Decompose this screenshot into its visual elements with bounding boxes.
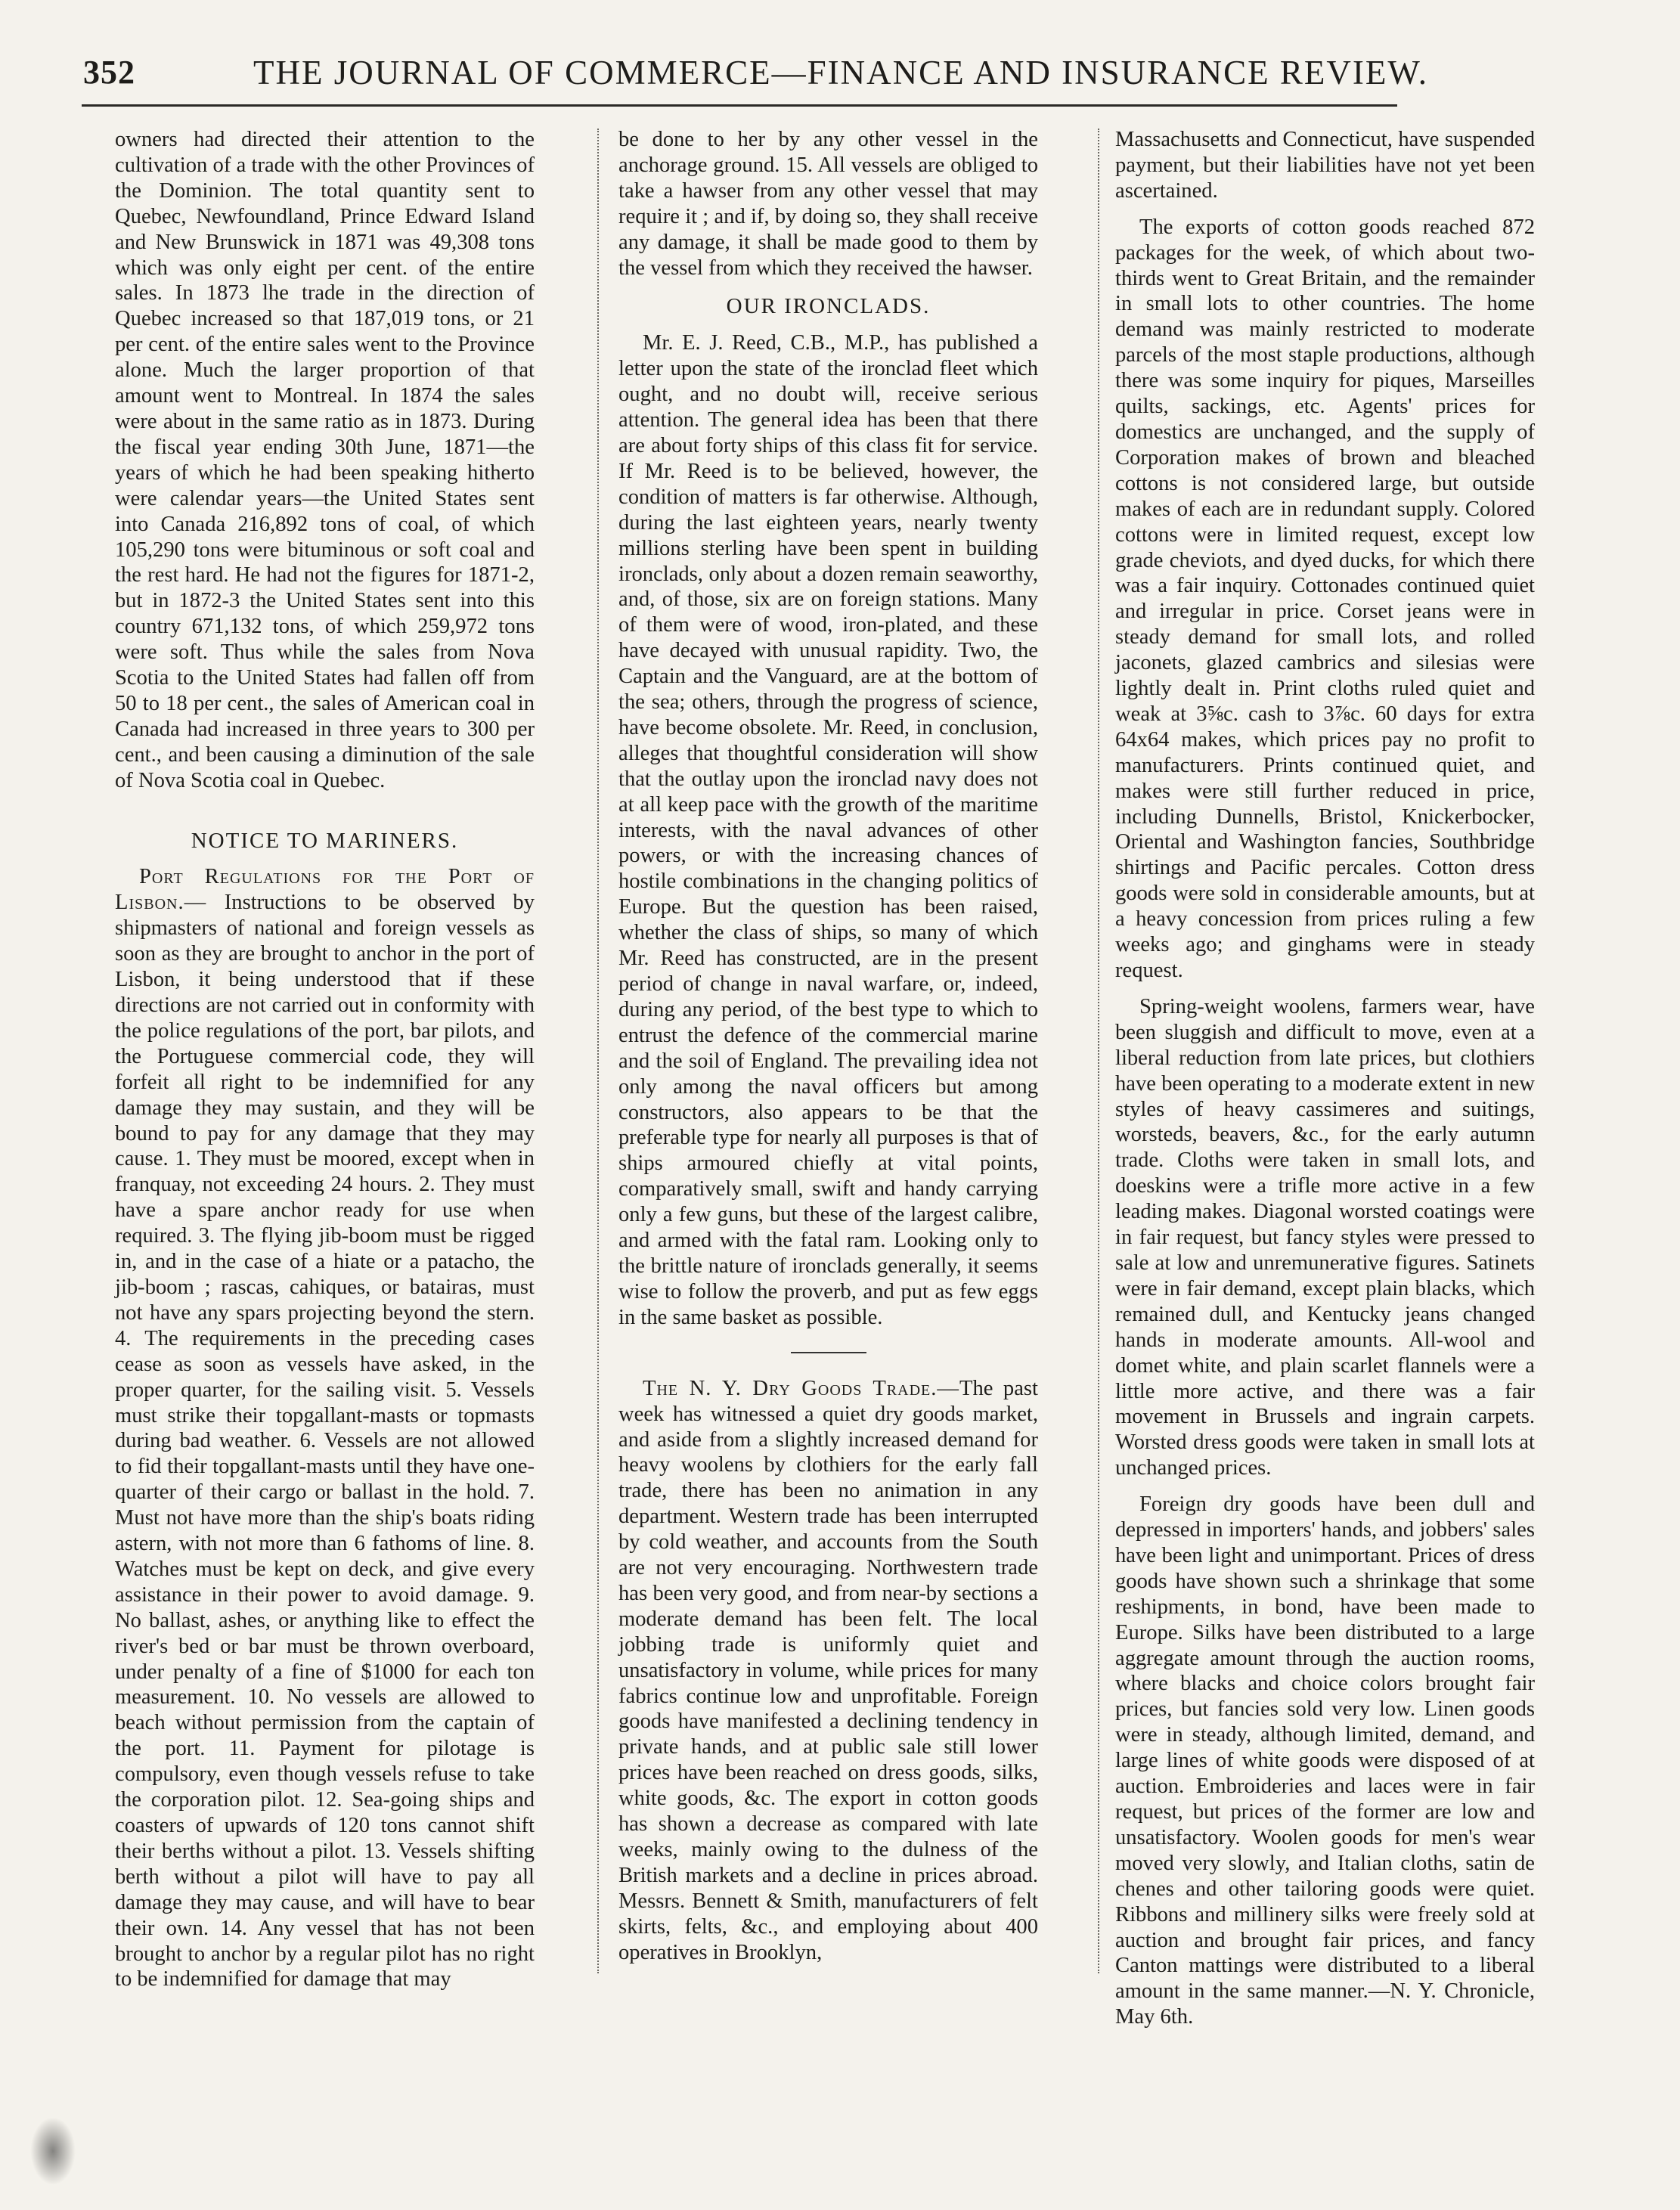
header-rule (82, 104, 1397, 107)
column-divider (1098, 129, 1099, 1973)
column-2 (618, 127, 1038, 1966)
coal-trade-paragraph: owners had directed their attention to the cultivation of a trade with the other Provinces of the Dominion. The total quantity sent to Quebec, Newfoundland, Prince Edward Island and New Brunswick in 1871 was 49,308 tons which was only eight per cent. of the entire sales. In 1873 lhe trade in the direction of Quebec increased so that 187,019 tons, or 21 per cent. of the entire sales went to the Province alone. Much the larger proportion of that amount went to Montreal. In 1874 the sales were about in the same ratio as in 1873. During the fiscal year ending 30th June, 1871—the years of which he had been speaking hitherto were calendar years—the United States sent into Canada 216,892 tons of coal, of which 105,290 tons were bituminous or soft coal and the rest hard. He had not the figures for 1871-2, but in 1872-3 the United States sent into this country 671,132 tons, of which 259,972 tons were soft. Thus while the sales from Nova Scotia to the United States had fallen off from 50 to 18 per cent., the sales of American coal in Canada had increased in three years to 300 per cent., and been causing a diminution of the sale of Nova Scotia coal in Quebec. (115, 128, 535, 792)
lisbon-regulations-continued: be done to her by any other vessel in the anchorage ground. 15. All vessels are obliged to take a hawser from any other vessel that may require it ; and if, by doing so, they shall receive any damage, it shall be made good to them by the vessel from which they received the hawser. (618, 128, 1038, 280)
cotton-exports-paragraph: The exports of cotton goods reached 872 packages for the week, of which about two-thirds went to Great Britain, and the remainder in small lots to other countries. The home demand was mainly restricted to moderate parcels of the most staple productions, although there was some inquiry for piques, Marseilles quilts, sackings, etc. Agents' prices for domestics are unchanged, and the supply of Corporation makes of brown and bleached cottons is not considered large, but outside makes of each are in redundant supply. Colored cottons were in limited request, except low grade cheviots, and dyed ducks, for which there was a fair inquiry. Cottonades continued quiet and irregular in price. Corset jeans were in steady demand for small lots, and rolled jaconets, glazed cambrics and silesias were lightly dealt in. Print cloths ruled quiet and weak at 3⅝c. cash to 3⅞c. 60 days for extra 64x64 makes, which prices pay no profit to manufacturers. Prints continued quiet, and makes were still further reduced in price, including Dunnells, Bristol, Knickerbocker, Oriental and Washington fancies, Southbridge shirtings and Pacific percales. Cotton dress goods were sold in considerable amounts, but at a heavy concession from prices ruling a few weeks ago; and ginghams were in steady request. (1115, 215, 1535, 982)
section-heading-notice-to-mariners: NOTICE TO MARINERS. (191, 828, 459, 853)
page-stain (30, 2117, 76, 2185)
dry-goods-paragraph (618, 1376, 1038, 1966)
page-number: 352 (83, 54, 135, 91)
column-3 (1115, 127, 1535, 2030)
section-heading-our-ironclads: OUR IRONCLADS. (726, 294, 931, 319)
foreign-goods-paragraph: Foreign dry goods have been dull and depressed in importers' hands, and jobbers' sales have been light and unimportant. Prices of dress goods have shown such a shrinkage that some reshipments, in bond, have been made to Europe. Silks have been distributed to a large aggregate amount through the auction rooms, where blacks and choice colors brought fair prices, but fancies sold very low. Linen goods were in steady, although limited, demand, and large lines of white goods were disposed of at auction. Embroideries and laces were in fair request, but prices of the former are low and unsatisfactory. Woolen goods for men's wear moved very slowly, and Italian cloths, satin de chenes and other tailoring goods were quiet. Ribbons and millinery silks were freely sold at auction and brought fair prices, and fancy Canton mattings were distributed to a liberal amount in the same manner.—N. Y. Chronicle, May 6th. (1115, 1492, 1535, 2029)
paragraph-lead: The N. Y. Dry Goods Trade.— (643, 1376, 959, 1400)
woolens-paragraph: Spring-weight woolens, farmers wear, have been sluggish and difficult to move, even at a liberal reduction from late prices, but clothiers have been operating to a moderate extent in new styles of heavy cassimeres and suitings, worsteds, beavers, &c., for the early autumn trade. Cloths were taken in small lots, and doeskins were a trifle more active in a few leading makes. Diagonal worsted coatings were in fair request, but fancy styles were pressed to sale at low and unremunerative figures. Satinets were in fair demand, except plain blacks, which remained dull, and Kentucky jeans changed hands in moderate amounts. All-wool and domet white, and plain scarlet flannels were a little more active, and there was a fair movement in Brussels and ingrain carpets. Worsted dress goods were taken in small lots at unchanged prices. (1115, 994, 1535, 1480)
section-separator (791, 1352, 866, 1353)
dry-goods-continued: Massachusetts and Connecticut, have suspended payment, but their liabilities have not yet been ascertained. (1115, 128, 1535, 203)
paragraph-body: The past week has witnessed a quiet dry goods market, and aside from a slightly increased demand for heavy woolens by clothiers for the early fall trade, there has been no animation in any department. Western trade has been interrupted by cold weather, and accounts from the South are not very encouraging. Northwestern trade has been very good, and from near-by sections a moderate demand has been felt. The local jobbing trade is uniformly quiet and unsatisfactory in volume, while prices for many fabrics continue low and unprofitable. Foreign goods have manifested a declining tendency in private hands, and at public sale still lower prices have been reached on dress goods, silks, white goods, &c. The export in cotton goods has shown a decrease as compared with late weeks, mainly owing to the dulness of the British markets and a decline in prices abroad. Messrs. Bennett & Smith, manufacturers of felt skirts, felts, &c., and employing about 400 operatives in Brooklyn, (618, 1376, 1038, 1964)
journal-title: THE JOURNAL OF COMMERCE—FINANCE AND INSURANCE REVIEW. (253, 54, 1428, 91)
column-1 (115, 127, 535, 1992)
column-divider (597, 129, 599, 1973)
ironclads-paragraph: Mr. E. J. Reed, C.B., M.P., has published a letter upon the state of the ironclad fleet which ought, and no doubt will, receive serious attention. The general idea has been that there are about forty ships of this class fit for service. If Mr. Reed is to be believed, however, the condition of matters is far otherwise. Although, during the last eighteen years, nearly twenty millions sterling have been spent in building ironclads, only about a dozen remain seaworthy, and, of those, six are on foreign stations. Many of them were of wood, iron-plated, and these have decayed with unusual rapidity. Two, the Captain and the Vanguard, are at the bottom of the sea; others, through the progress of science, have become obsolete. Mr. Reed, in conclusion, alleges that thoughtful consideration will show that the outlay upon the ironclad navy does not at all keep pace with the growth of the maritime interests, with the naval advances of other powers, or with the increasing chances of hostile combinations in the changing politics of Europe. But the question has been raised, whether the class of ships, so many of which Mr. Reed has constructed, are in the present period of change in naval warfare, or, indeed, during any period, of the best type to which to entrust the defence of the commercial marine and the soil of England. The prevailing idea not only among the naval officers but among constructors, also appears to be that the preferable type for nearly all purposes is that of ships armoured chiefly at vital points, comparatively small, swift and handy carrying only a few guns, but these of the largest calibre, and armed with the fatal ram. Looking only to the brittle nature of ironclads generally, it seems wise to follow the proverb, and put as few eggs in the same basket as possible. (618, 331, 1038, 1329)
paragraph-lead: Port Regulations for the Port of Lisbon.— (115, 865, 535, 915)
lisbon-regulations-paragraph (115, 864, 535, 1992)
paragraph-body: Instructions to be observed by shipmasters of national and foreign vessels as soon as they are brought to anchor in the port of Lisbon, it being understood that if these directions are not carried out in conformity with the police regulations of the port, bar pilots, and the Portuguese commercial code, they will forfeit all right to be indemnified for any damage they may sustain, and they will be bound to pay for any damage that they may cause. 1. They must be moored, except when in franquay, not exceeding 24 hours. 2. They must have a spare anchor ready for use when required. 3. The flying jib-boom must be rigged in, and in the case of a hiate or a patacho, the jib-boom ; rascas, cahiques, or batairas, must not have any spars projecting beyond the stern. 4. The requirements in the preceding cases cease as soon as vessels have asked, in the proper quarter, for the sailing visit. 5. Vessels must strike their topgallant-masts or topmasts during bad weather. 6. Vessels are not allowed to fid their topgallant-masts until they have one-quarter of their cargo or ballast in the hold. 7. Must not have more than the ship's boats riding astern, with not more than 6 fathoms of line. 8. Watches must be kept on deck, and give every assistance in their power to avoid damage. 9. No ballast, ashes, or anything like to effect the river's bed or bar must be thrown overboard, under penalty of a fine of $1000 for each ton measurement. 10. No vessels are allowed to beach without permission from the captain of the port. 11. Payment for pilotage is compulsory, even though vessels refuse to take the corporation pilot. 12. Sea-going ships and coasters of upwards of 120 tons cannot shift their berths without a pilot. 13. Vessels shifting berth without a pilot will have to pay all damage they may cause, and will have to bear their own. 14. Any vessel that has not been brought to anchor by a regular pilot has no right to be indemnified for damage that may (115, 891, 535, 1991)
